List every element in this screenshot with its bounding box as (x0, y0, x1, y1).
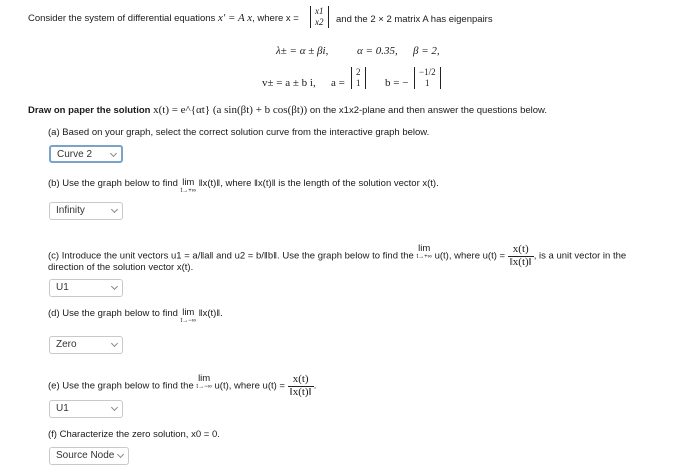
b-label: b = − (385, 77, 409, 89)
system-equation: x′ = A x (217, 12, 253, 24)
limit-e: lim t→−∞ (196, 373, 212, 390)
solution-formula: x(t) = e^{αt} (a sin(βt) + b cos(βt)) (153, 104, 308, 116)
draw-instruction: Draw on paper the solution x(t) = e^{αt} (a sin(βt) + b cos(βt)) on the x1x2-plane and then answer the questions below. (28, 104, 548, 116)
question-e: (e) Use the graph below to find the lim t→−∞ u(t), where u(t) = $\frac{x(t)}{‖x(t)‖}$ . (48, 373, 317, 398)
question-d: (d) Use the graph below to find lim t→−∞ ‖x(t)‖. (48, 307, 223, 324)
question-b: (b) Use the graph below to find lim t→+∞ ‖x(t)‖, where ‖x(t)‖ is the length of the solution vector x(t). (48, 177, 439, 194)
chevron-down-icon (111, 283, 118, 290)
unit-vector-fraction-e: $\frac{x(t)}{‖x(t)‖}$ (289, 373, 312, 398)
answer-f-select[interactable]: Source Node (49, 447, 129, 465)
limit-c: lim t→+∞ (416, 243, 432, 260)
a-vector: 2 1 (351, 67, 366, 89)
question-c: (c) Introduce the unit vectors u1 = a/‖a‖ and u2 = b/‖b‖. Use the graph below to find the lim t→+∞ u(t), where u(t) = $\frac{x(t)}{‖x(t)‖}$ , is a unit vector in the (48, 243, 627, 268)
chevron-down-icon (117, 451, 124, 458)
beta-value: β = 2, (413, 45, 440, 57)
answer-d-select[interactable]: Zero (49, 336, 123, 354)
intro-line: Consider the system of differential equations x′ = A x, where x = (28, 12, 299, 24)
eigenvalue-formula: λ± = α ± βi, (276, 45, 329, 57)
chevron-down-icon (110, 150, 117, 157)
unit-vector-fraction-c: $\frac{x(t)}{‖x(t)‖}$ (509, 243, 532, 268)
b-vector: −1/2 1 (414, 67, 441, 89)
limit-b: lim t→+∞ (180, 177, 196, 194)
answer-e-select[interactable]: U1 (49, 400, 123, 418)
intro-line-end: and the 2 × 2 matrix A has eigenpairs (336, 14, 493, 25)
question-f: (f) Characterize the zero solution, x0 = 0. (48, 429, 220, 440)
answer-a-select[interactable]: Curve 2 (49, 145, 123, 163)
question-c-line2: direction of the solution vector x(t). (48, 262, 194, 273)
x-vector: x1 x2 (310, 6, 329, 28)
chevron-down-icon (111, 404, 118, 411)
a-label: a = (331, 77, 345, 89)
chevron-down-icon (111, 206, 118, 213)
alpha-value: α = 0.35, (357, 45, 398, 57)
question-a: (a) Based on your graph, select the correct solution curve from the interactive graph below. (48, 127, 430, 138)
eigenvector-formula: v± = a ± b i, (262, 77, 316, 89)
answer-b-select[interactable]: Infinity (49, 202, 123, 220)
answer-c-select[interactable]: U1 (49, 279, 123, 297)
chevron-down-icon (111, 340, 118, 347)
limit-d: lim t→−∞ (180, 307, 196, 324)
